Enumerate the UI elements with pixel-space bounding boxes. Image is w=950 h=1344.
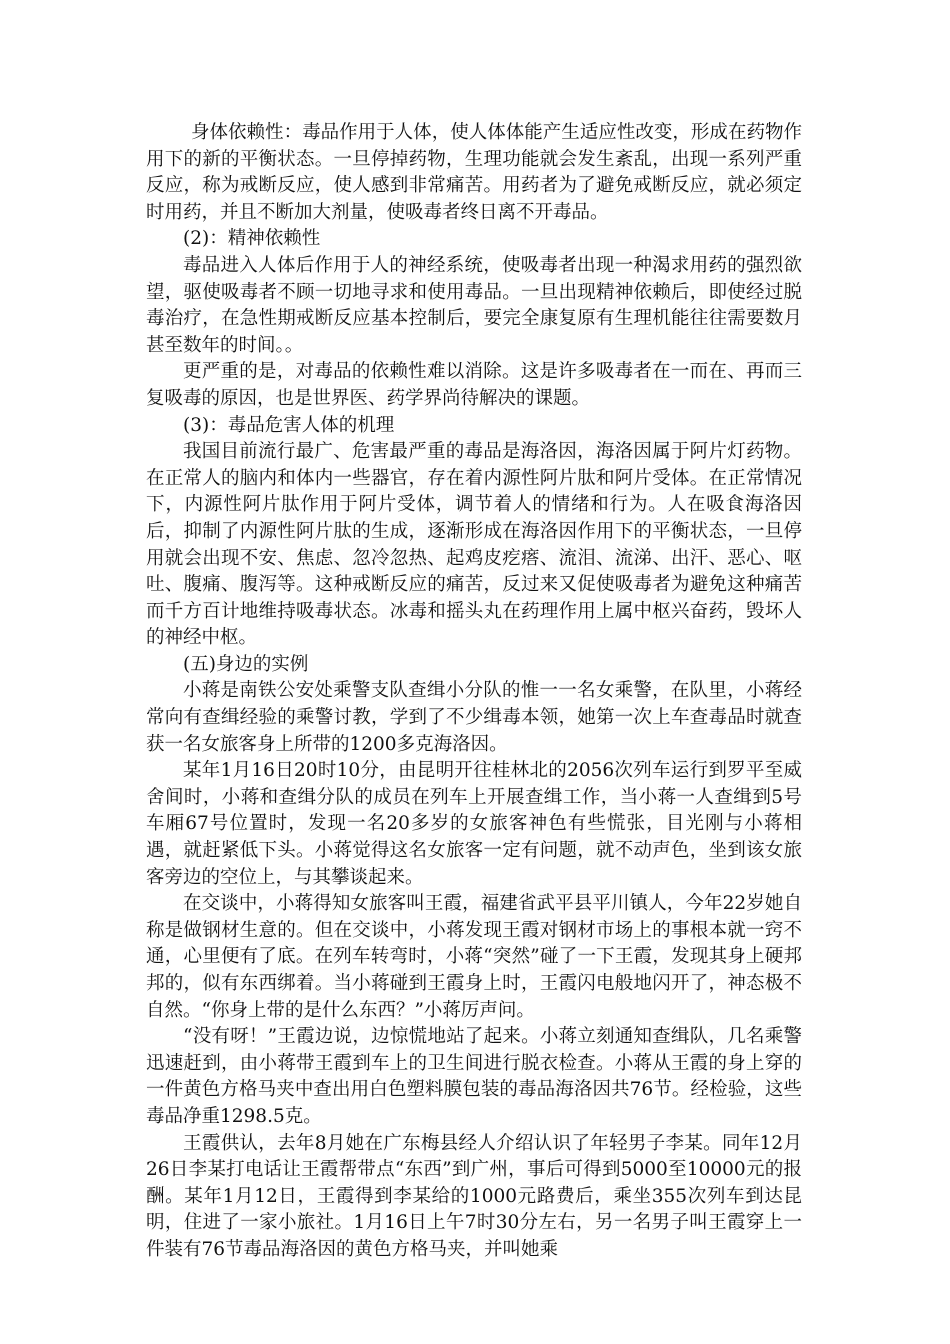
paragraph-case-conversation: 在交谈中，小蒋得知女旅客叫王霞，福建省武平县平川镇人，今年22岁她自称是做钢材生意的。但在交谈中，小蒋发现王霞对钢材市场上的事根本就一窍不通，心里便有了底。在列车转弯时，小蒋“突然”碰了一下王霞，发现其身上硬邦邦的，似有东西绑着。当小蒋碰到王霞身上时，王霞闪电般地闪开了，神态极不自然。“你身上带的是什么东西？”小蒋厉声问。 <box>146 893 802 1021</box>
document-page <box>146 120 802 1264</box>
paragraph-case-train: 某年1月16日20时10分，由昆明开往桂林北的2056次列车运行到罗平至威舍间时，小蒋和查缉分队的成员在列车上开展查缉工作，当小蒋一人查缉到5号车厢67号位置时，发现一名20多岁的女旅客神色有些慌张，目光刚与小蒋相遇，就赶紧低下头。小蒋觉得这名女旅客一定有问题，就不动声色，坐到该女旅客旁边的空位上，与其攀谈起来。 <box>146 760 802 888</box>
paragraph-case-search: “没有呀！”王霞边说，边惊慌地站了起来。小蒋立刻通知查缉队，几名乘警迅速赶到，由小蒋带王霞到车上的卫生间进行脱衣检查。小蒋从王霞的身上穿的一件黄色方格马夹中查出用白色塑料膜包装的毒品海洛因共76节。经检验，这些毒品净重1298.5克。 <box>146 1026 802 1127</box>
paragraph-mental-dependence: 毒品进入人体后作用于人的神经系统，使吸毒者出现一种渴求用药的强烈欲望，驱使吸毒者不顾一切地寻求和使用毒品。一旦出现精神依赖后，即使经过脱毒治疗，在急性期戒断反应基本控制后，要完全康复原有生理机能往往需要数月甚至数年的时间。。 <box>146 254 802 356</box>
heading-real-case: (五)身边的实例 <box>183 653 309 675</box>
paragraph-case-intro: 小蒋是南铁公安处乘警支队查缉小分队的惟一一名女乘警，在队里，小蒋经常向有查缉经验的乘警讨教，学到了不少缉毒本领，她第一次上车查毒品时就查获一名女旅客身上所带的1200多克海洛因。 <box>146 680 802 755</box>
heading-mechanism: (3)：毒品危害人体的机理 <box>183 414 395 436</box>
paragraph-case-confession: 王霞供认，去年8月她在广东梅县经人介绍认识了年轻男子李某。同年12月26日李某打电话让王霞帮带点“东西”到广州，事后可得到5000至10000元的报酬。某年1月12日，王霞得到李某给的1000元路费后，乘坐355次列车到达昆明，住进了一家小旅社。1月16日上午7时30分左右，另一名男子叫王霞穿上一件装有76节毒品海洛因的黄色方格马夹，并叫她乘 <box>146 1132 802 1260</box>
paragraph-relapse: 更严重的是，对毒品的依赖性难以消除。这是许多吸毒者在一而在、再而三复吸毒的原因，也是世界医、药学界尚待解决的课题。 <box>146 361 802 409</box>
heading-mental-dependence: (2)：精神依赖性 <box>183 228 321 250</box>
paragraph-mechanism: 我国目前流行最广、危害最严重的毒品是海洛因，海洛因属于阿片灯药物。在正常人的脑内和体内一些器官，存在着内源性阿片肽和阿片受体。在正常情况下，内源性阿片肽作用于阿片受体，调节着人的情绪和行为。人在吸食海洛因后，抑制了内源性阿片肽的生成，逐渐形成在海洛因作用下的平衡状态，一旦停用就会出现不安、焦虑、忽冷忽热、起鸡皮疙瘩、流泪、流涕、出汗、恶心、呕吐、腹痛、腹泻等。这种戒断反应的痛苦，反过来又促使吸毒者为避免这种痛苦而千方百计地维持吸毒状态。冰毒和摇头丸在药理作用上属中枢兴奋药，毁坏人的神经中枢。 <box>146 441 802 649</box>
paragraph-physical-dependence: 身体依赖性：毒品作用于人体，使人体体能产生适应性改变，形成在药物作用下的新的平衡状态。一旦停掉药物，生理功能就会发生紊乱，出现一系列严重反应，称为戒断反应，使人感到非常痛苦。用药者为了避免戒断反应，就必须定时用药，并且不断加大剂量，使吸毒者终日离不开毒品。 <box>146 122 802 223</box>
